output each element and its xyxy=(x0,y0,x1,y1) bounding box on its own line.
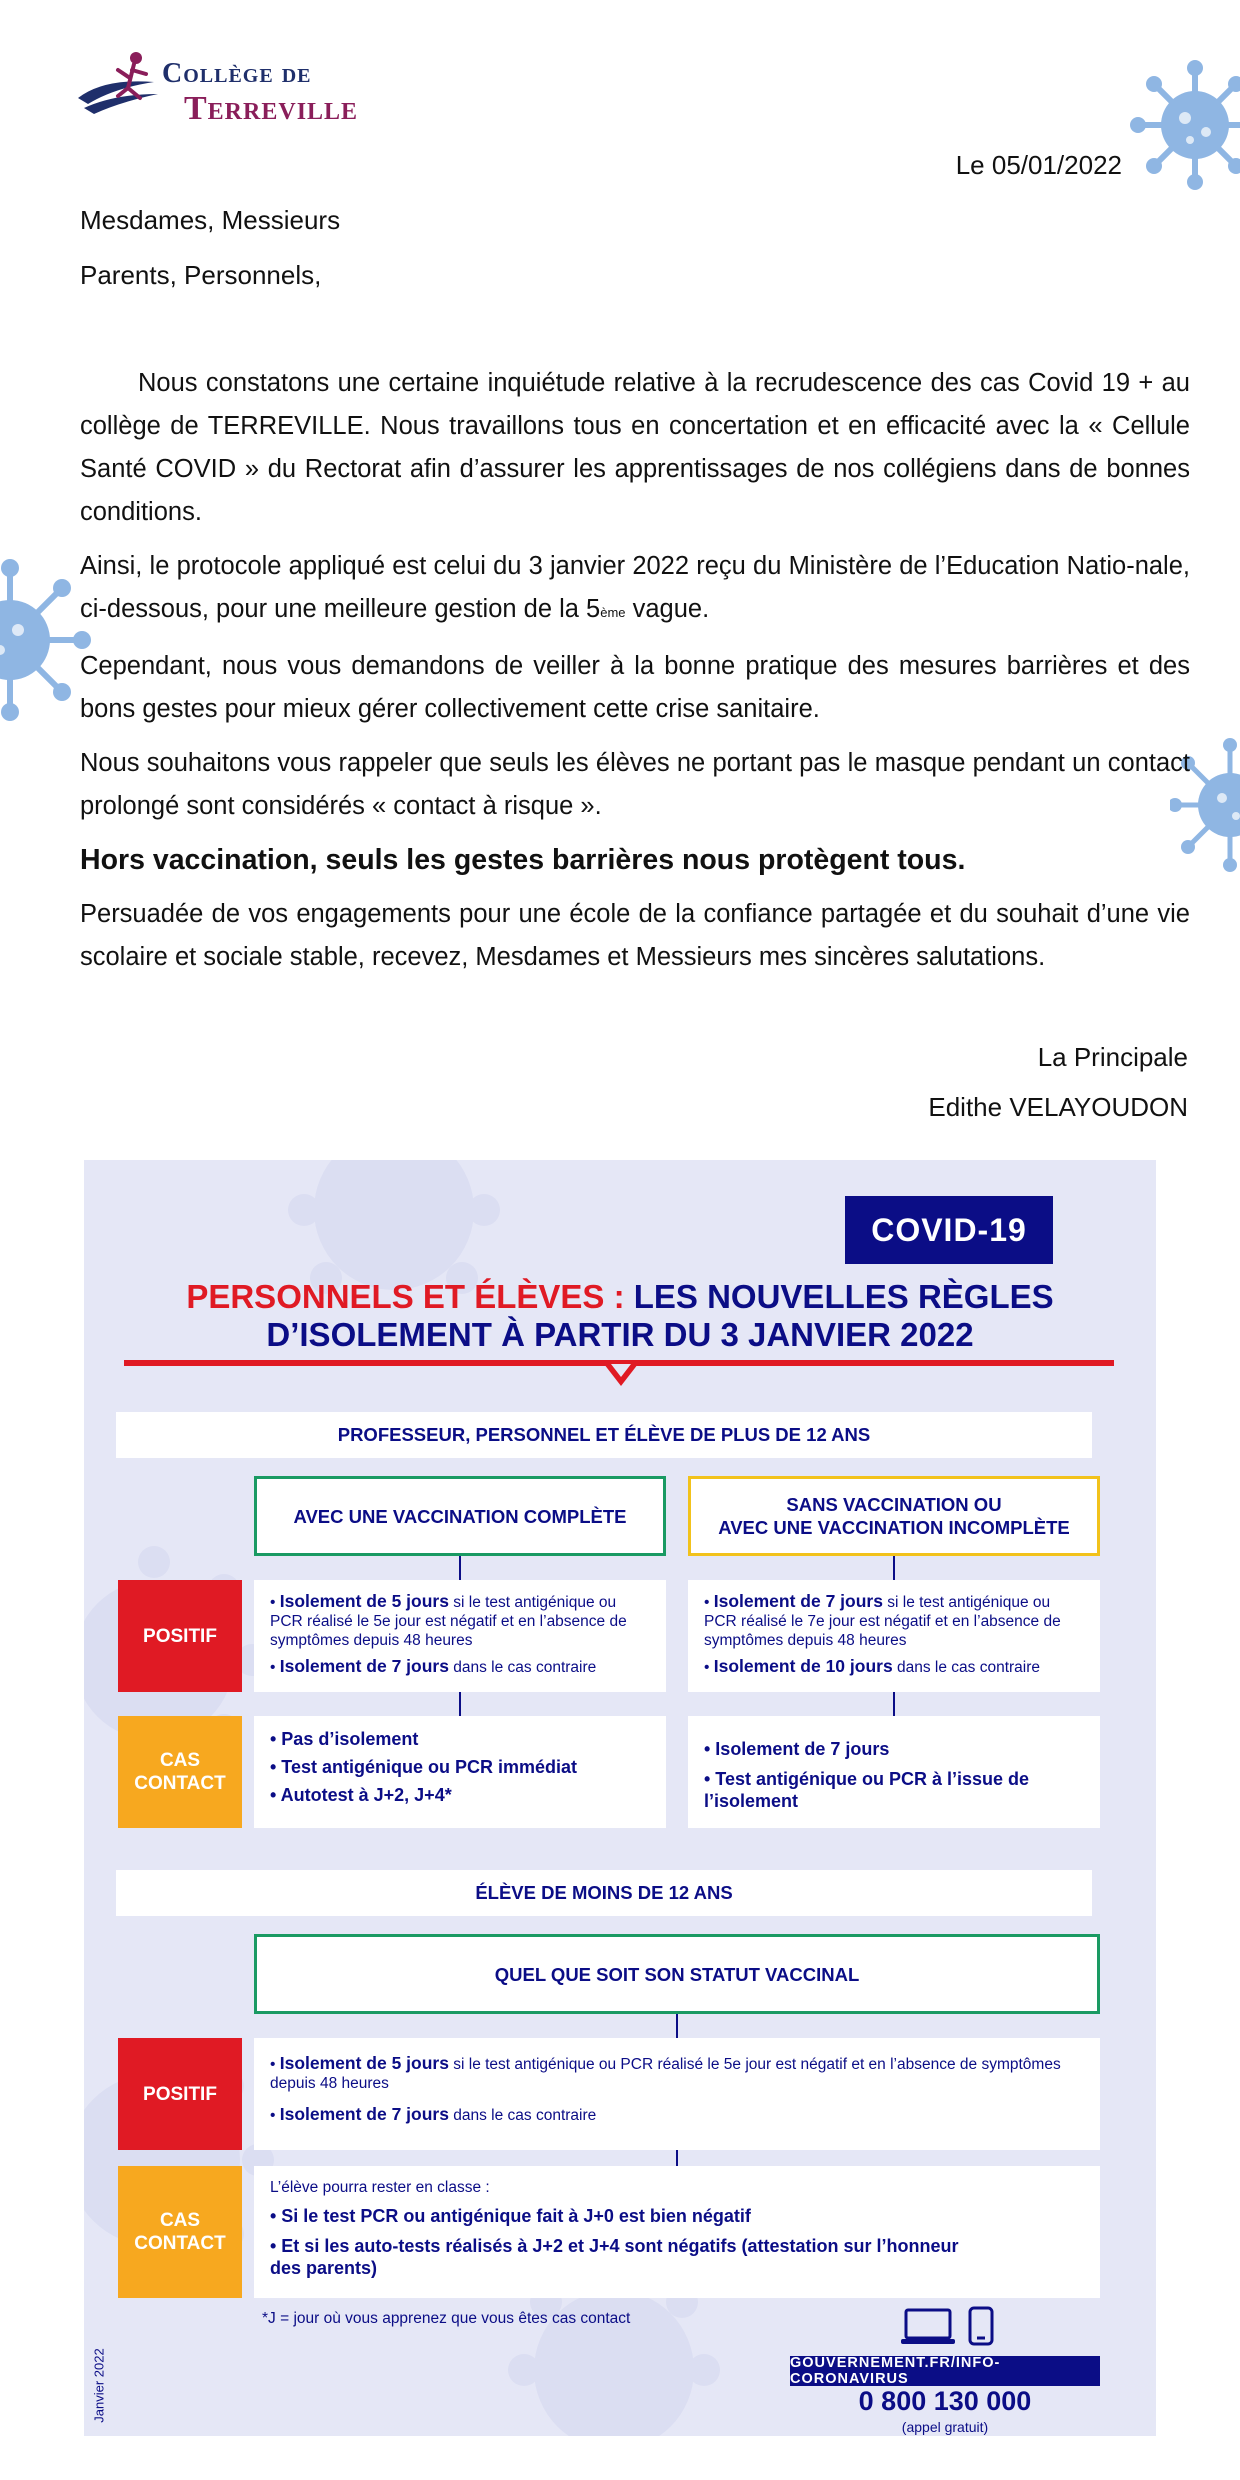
column-unvaccinated xyxy=(688,1476,1100,1556)
connector-line xyxy=(893,1556,895,1580)
poster-title-blue-1: LES NOUVELLES RÈGLES xyxy=(624,1278,1054,1315)
college-logo-mark-icon xyxy=(74,48,164,118)
smartphone-icon xyxy=(968,2306,994,2346)
title-underline-notch-inner xyxy=(611,1364,631,1377)
rule-item: • Et si les auto-tests réalisés à J+2 et J+4 sont négatifs (attestation sur l’honneur des parents) xyxy=(270,2236,959,2278)
rule-item: • Isolement de 7 jours dans le cas contraire xyxy=(270,2104,597,2124)
signature-role: La Principale xyxy=(1037,1042,1188,1072)
connector-line xyxy=(459,1692,461,1716)
rule-detail: si le test antigénique ou PCR réalisé le 7e jour est négatif et en l’absence de symptômes depuis 48 heures xyxy=(704,1594,1061,1649)
poster-side-date: Janvier 2022 xyxy=(91,2348,107,2423)
hotline-note: (appel gratuit) xyxy=(901,2419,989,2435)
signature-name: Edithe VELAYOUDON xyxy=(928,1092,1188,1122)
rule-detail: dans le cas contraire xyxy=(448,2107,597,2124)
connector-line xyxy=(676,2150,678,2166)
tag-positive: POSITIF xyxy=(118,1580,242,1692)
isolation-rules-poster xyxy=(84,1160,1156,2436)
poster-title-red: PERSONNELS ET ÉLÈVES : xyxy=(186,1278,625,1315)
gov-info-link: GOUVERNEMENT.FR/INFO-CORONAVIRUS xyxy=(790,2356,1100,2386)
column-fully-vaccinated: AVEC UNE VACCINATION COMPLÈTE xyxy=(254,1476,666,1556)
contact-intro: L’élève pourra rester en classe : xyxy=(270,2179,490,2196)
tag-contact xyxy=(118,1716,242,1828)
rule-item: • Isolement de 7 jours dans le cas contraire xyxy=(270,1656,597,1676)
salutation-line1: Mesdames, Messieurs xyxy=(80,205,341,235)
paragraph-3: Cependant, nous vous demandons de veiller à la bonne pratique des mesures barrières et des bons gestes pour mieux gérer collectivement cette crise sanitaire. xyxy=(80,652,1190,723)
connector-line xyxy=(893,1692,895,1716)
paragraph-5: Persuadée de vos engagements pour une école de la confiance partagée et du souhait d’une vie scolaire et sociale stable, recevez, Mesdames et Messieurs mes sincères salutations. xyxy=(80,900,1190,971)
footnote: *J = jour où vous apprenez que vous êtes cas contact xyxy=(262,2310,631,2327)
column-any-vaccination-status: QUEL QUE SOIT SON STATUT VACCINAL xyxy=(254,1934,1100,2014)
rule-item: • Isolement de 5 jours si le test antigénique ou PCR réalisé le 5e jour est négatif et en l’absence de symptômes depuis 48 heures xyxy=(270,1591,627,1649)
rule-bold: Isolement de 10 jours xyxy=(713,1656,893,1676)
emphasis-line: Hors vaccination, seuls les gestes barrières nous protègent tous. xyxy=(80,844,966,876)
rule-detail: si le test antigénique ou PCR réalisé le 5e jour est négatif et en l’absence de symptômes depuis 48 heures xyxy=(270,1594,627,1649)
tag-contact-line2: CONTACT xyxy=(134,1773,226,1794)
logo-text-line2: Terreville xyxy=(184,90,359,127)
cell-positive-under-12 xyxy=(254,2038,1100,2150)
rule-bold: Isolement de 7 jours xyxy=(713,1591,883,1611)
hotline-number: 0 800 130 000 xyxy=(858,2386,1032,2416)
rule-bold: Isolement de 7 jours xyxy=(279,1656,449,1676)
logo-text-line1: Collège de xyxy=(162,58,312,89)
covid-badge: COVID-19 xyxy=(845,1196,1053,1264)
cell-contact-under-12 xyxy=(254,2166,1100,2298)
poster-title xyxy=(84,1278,1156,1354)
laptop-icon xyxy=(900,2308,956,2346)
column-unvaccinated-line2: AVEC UNE VACCINATION INCOMPLÈTE xyxy=(718,1517,1070,1538)
tag-contact-line1: CAS xyxy=(159,1750,201,1771)
paragraph-2-end: vague. xyxy=(625,595,710,623)
rule-item: • Test antigénique ou PCR à l’issue de l’isolement xyxy=(704,1769,1030,1811)
paragraph-4: Nous souhaitons vous rappeler que seuls les élèves ne portant pas le masque pendant un contact prolongé sont considérés « contact à risque ». xyxy=(80,749,1190,820)
rule-detail: si le test antigénique ou PCR réalisé le 5e jour est négatif et en l’absence de symptômes depuis 48 heures xyxy=(270,2056,1061,2092)
rule-item: • Isolement de 5 jours si le test antigénique ou PCR réalisé le 5e jour est négatif et en l’absence de symptômes depuis 48 heures xyxy=(270,2053,1061,2092)
connector-line xyxy=(459,1556,461,1580)
rule-item: • Isolement de 7 jours si le test antigénique ou PCR réalisé le 7e jour est négatif et en l’absence de symptômes depuis 48 heures xyxy=(704,1591,1061,1649)
rule-bold: Isolement de 5 jours xyxy=(279,2053,449,2073)
rule-item: • Autotest à J+2, J+4* xyxy=(270,1785,452,1805)
rule-bold: Isolement de 5 jours xyxy=(279,1591,449,1611)
tag-contact-line2: CONTACT xyxy=(134,2233,226,2254)
letter-body xyxy=(80,362,1190,990)
paragraph-2 xyxy=(80,545,1190,634)
paragraph-1: Nous constatons une certaine inquiétude relative à la recrudescence des cas Covid 19 + au collège de TERREVILLE. Nous travaillons tous en concertation et en efficacité avec la « Cellule Santé COVID » du Rectorat afin d’assurer les apprentissages de nos collégiens dans de bonnes conditions. xyxy=(80,369,1190,526)
rule-item: • Isolement de 10 jours dans le cas contraire xyxy=(704,1656,1041,1676)
poster-title-blue-2: D’ISOLEMENT À PARTIR DU 3 JANVIER 2022 xyxy=(266,1316,974,1353)
rule-detail: dans le cas contraire xyxy=(892,1659,1041,1676)
cell-contact-vaccinated xyxy=(254,1716,666,1828)
rule-item: • Test antigénique ou PCR immédiat xyxy=(270,1757,578,1777)
paragraph-2-ordinal: ème xyxy=(600,605,626,620)
tag-positive: POSITIF xyxy=(118,2038,242,2150)
cell-contact-unvaccinated xyxy=(688,1716,1100,1828)
college-logo xyxy=(74,48,374,128)
paragraph-2-text: Ainsi, le protocole appliqué est celui du 3 janvier 2022 reçu du Ministère de l’Education Natio-nale, ci-dessous, pour une meilleure gestion de la 5 xyxy=(80,552,1190,623)
rule-detail: dans le cas contraire xyxy=(448,1659,597,1676)
virus-decoration-top-right-icon xyxy=(1130,60,1240,190)
salutation-line2: Parents, Personnels, xyxy=(80,260,322,290)
rule-item: • Pas d’isolement xyxy=(270,1729,419,1749)
column-unvaccinated-line1: SANS VACCINATION OU xyxy=(786,1494,1002,1515)
rule-item: • Si le test PCR ou antigénique fait à J+0 est bien négatif xyxy=(270,2206,751,2226)
connector-line xyxy=(676,2014,678,2038)
section-over-12-heading: PROFESSEUR, PERSONNEL ET ÉLÈVE DE PLUS DE 12 ANS xyxy=(116,1412,1092,1458)
cell-positive-unvaccinated xyxy=(688,1580,1100,1692)
rule-bold: Isolement de 7 jours xyxy=(279,2104,449,2124)
tag-contact-line1: CAS xyxy=(159,2210,201,2231)
cell-positive-vaccinated xyxy=(254,1580,666,1692)
letter-date: Le 05/01/2022 xyxy=(955,150,1122,180)
rule-item: • Isolement de 7 jours xyxy=(704,1739,890,1759)
section-under-12-heading: ÉLÈVE DE MOINS DE 12 ANS xyxy=(116,1870,1092,1916)
tag-contact xyxy=(118,2166,242,2298)
